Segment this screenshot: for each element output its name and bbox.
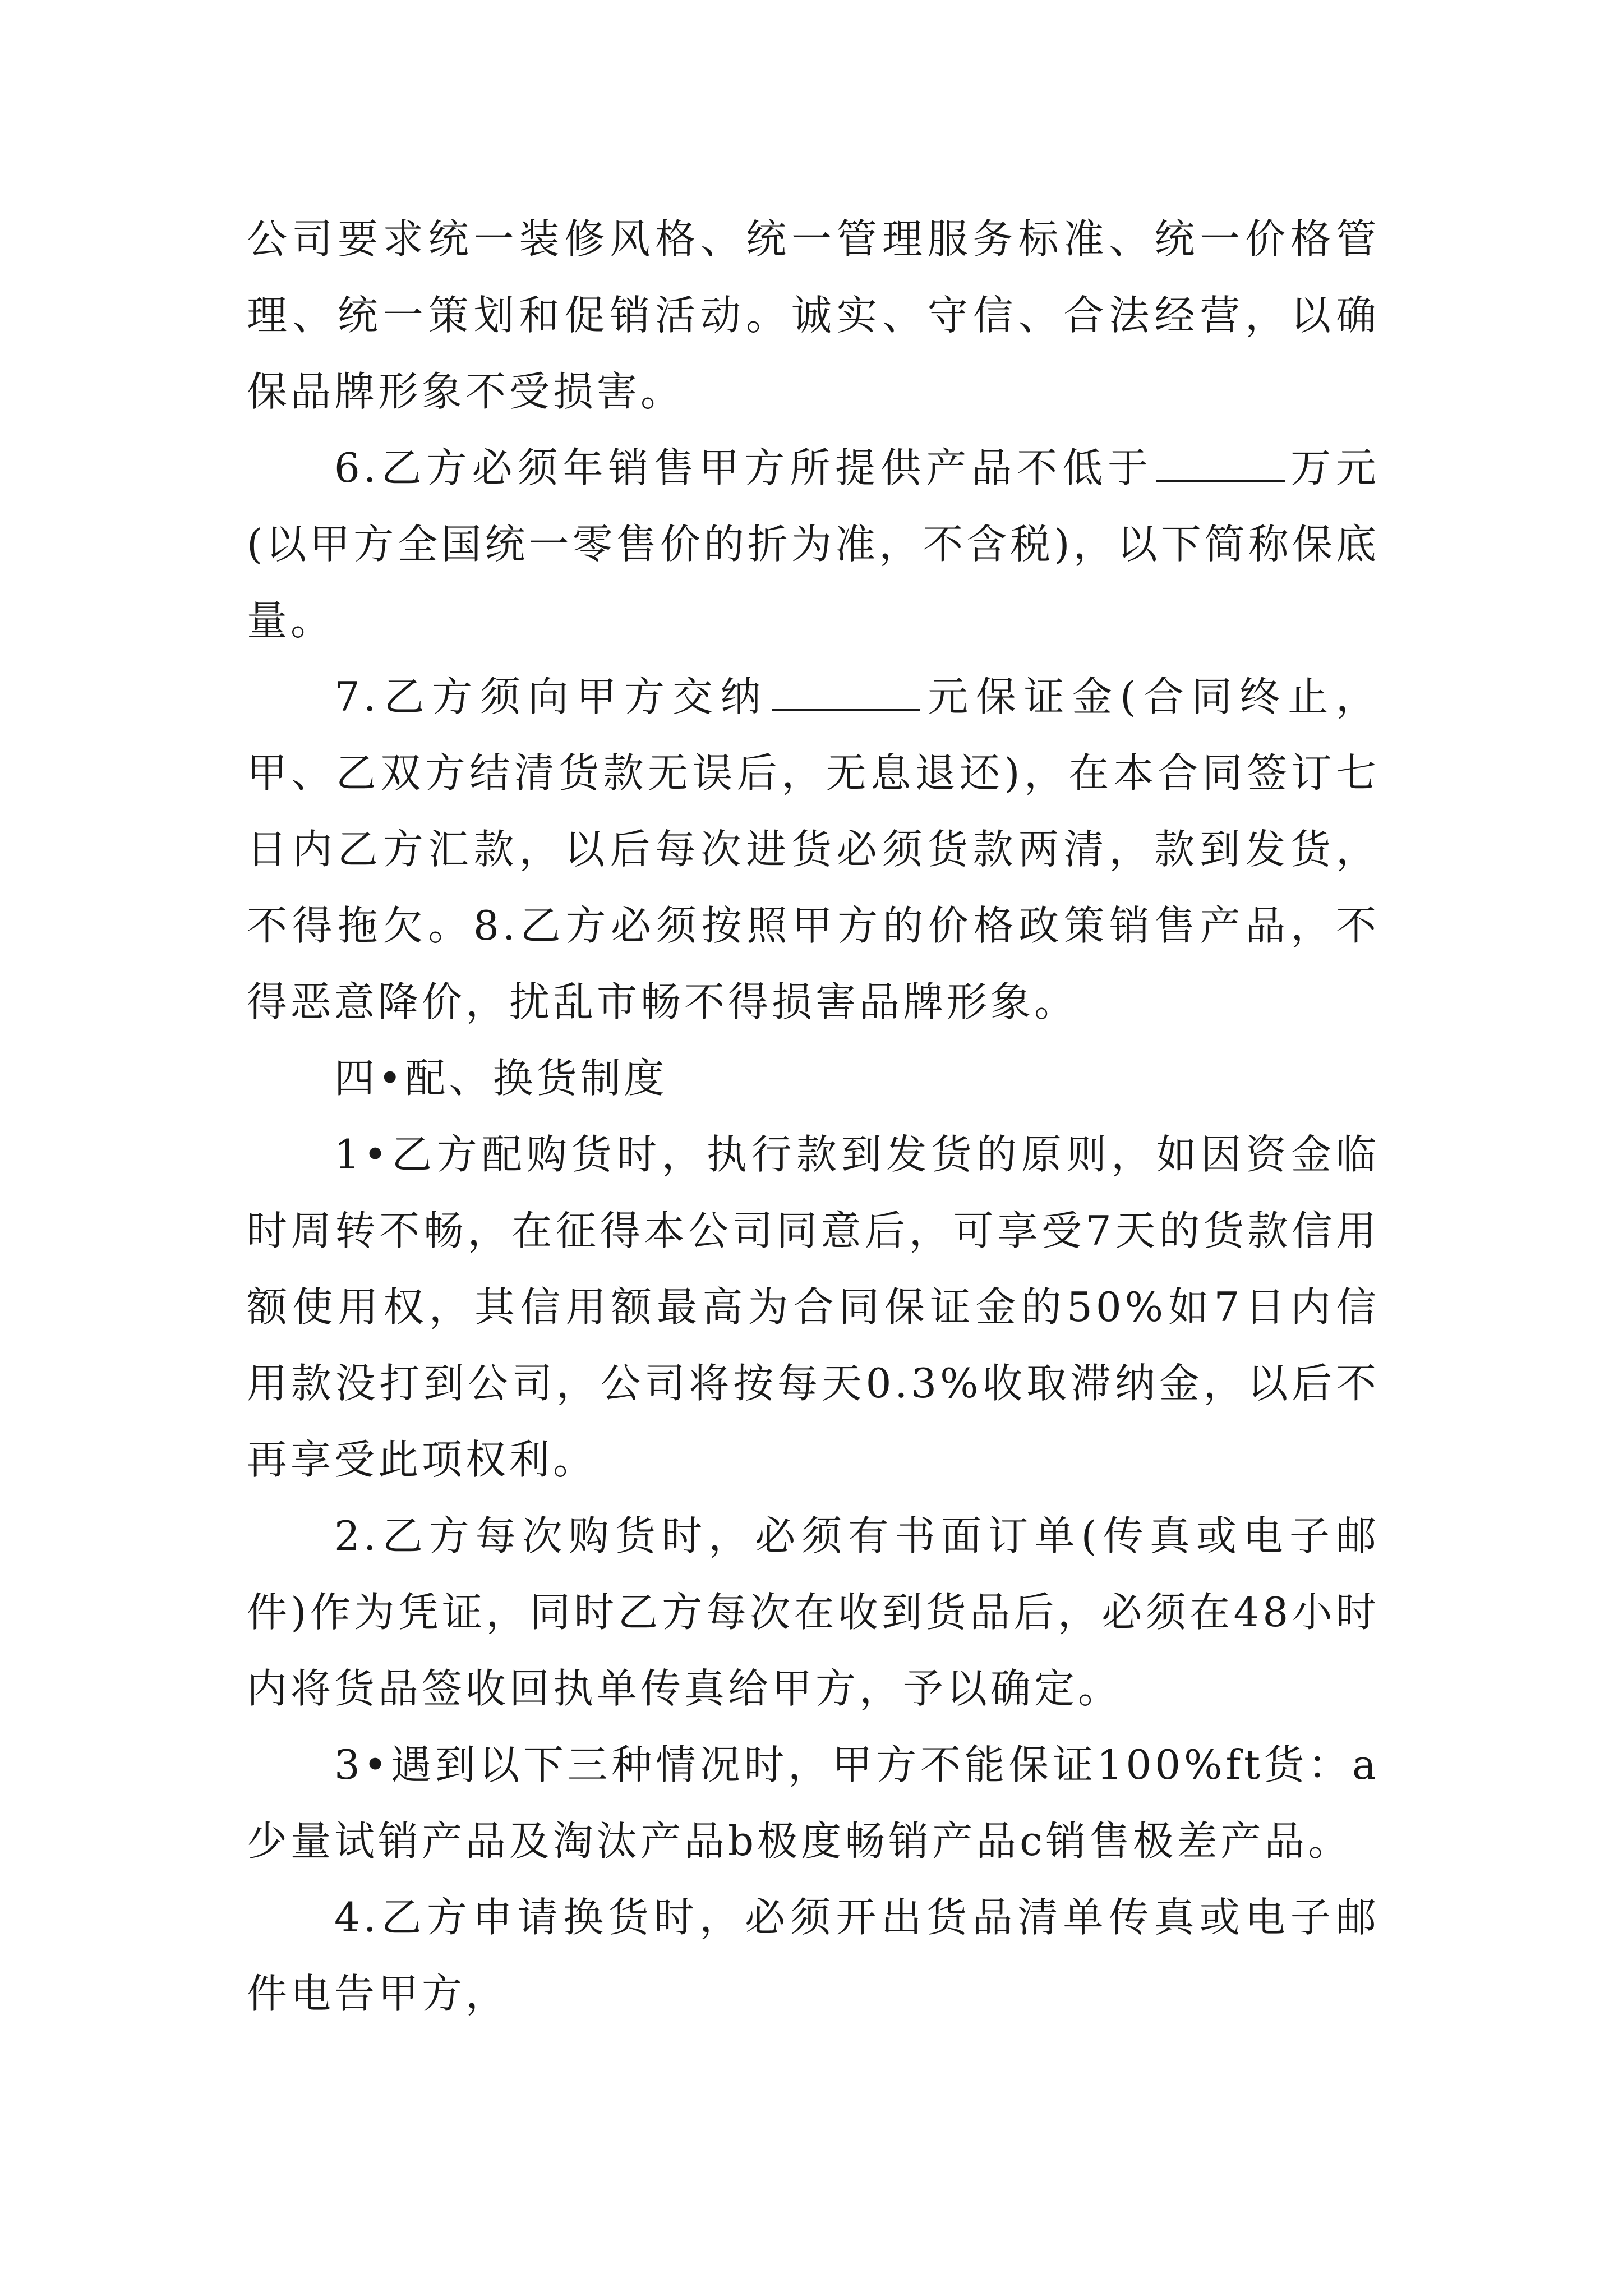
paragraph-deposit-tail: 元保证金(合同终止，甲、乙双方结清货款无误后，无息退还)，在本合同签订七日内乙方汇款，以后每次进货必须货款两清，款到发货，不得拖欠。8.乙方必须按照甲方的价格政策销售产品，不得恶意降价，扰乱市畅不得损害品牌形象。 <box>247 673 1380 1025</box>
paragraph-deposit <box>247 659 1380 1040</box>
paragraph-sales-minimum-tail: 万元(以甲方全国统一零售价的折为准，不含税)，以下简称保底量。 <box>247 444 1380 644</box>
paragraph-sales-minimum-lead: 6.乙方必须年销售甲方所提供产品不低于 <box>334 444 1154 491</box>
sales-amount-blank <box>1156 447 1285 482</box>
paragraph-deposit-lead: 7.乙方须向甲方交纳 <box>334 673 769 720</box>
paragraph-supply-exceptions: 3•遇到以下三种情况时，甲方不能保证100%ft货：a少量试销产品及淘汰产品b极度畅销产品c销售极差产品。 <box>247 1741 1380 1865</box>
document-body <box>247 201 1380 2032</box>
deposit-amount-blank <box>772 675 920 711</box>
paragraph-store-standards: 公司要求统一装修风格、统一管理服务标准、统一价格管理、统一策划和促销活动。诚实、守信、合法经营，以确保品牌形象不受损害。 <box>247 215 1380 415</box>
paragraph-exchange-request: 4.乙方申请换货时，必须开出货品清单传真或电子邮件电告甲方， <box>247 1894 1380 2017</box>
paragraph-credit-terms: 1•乙方配购货时，执行款到发货的原则，如因资金临时周转不畅，在征得本公司同意后，可享受7天的货款信用额使用权，其信用额最高为合同保证金的50%如7日内信用款没打到公司，公司将按每天0.3%收取滞纳金，以后不再享受此项权利。 <box>247 1131 1380 1483</box>
paragraph-sales-minimum <box>247 430 1380 659</box>
section-heading-exchange-policy: 四•配、换货制度 <box>334 1055 668 1102</box>
paragraph-order-confirmation: 2.乙方每次购货时，必须有书面订单(传真或电子邮件)作为凭证，同时乙方每次在收到货品后，必须在48小时内将货品签收回执单传真给甲方，予以确定。 <box>247 1512 1380 1712</box>
